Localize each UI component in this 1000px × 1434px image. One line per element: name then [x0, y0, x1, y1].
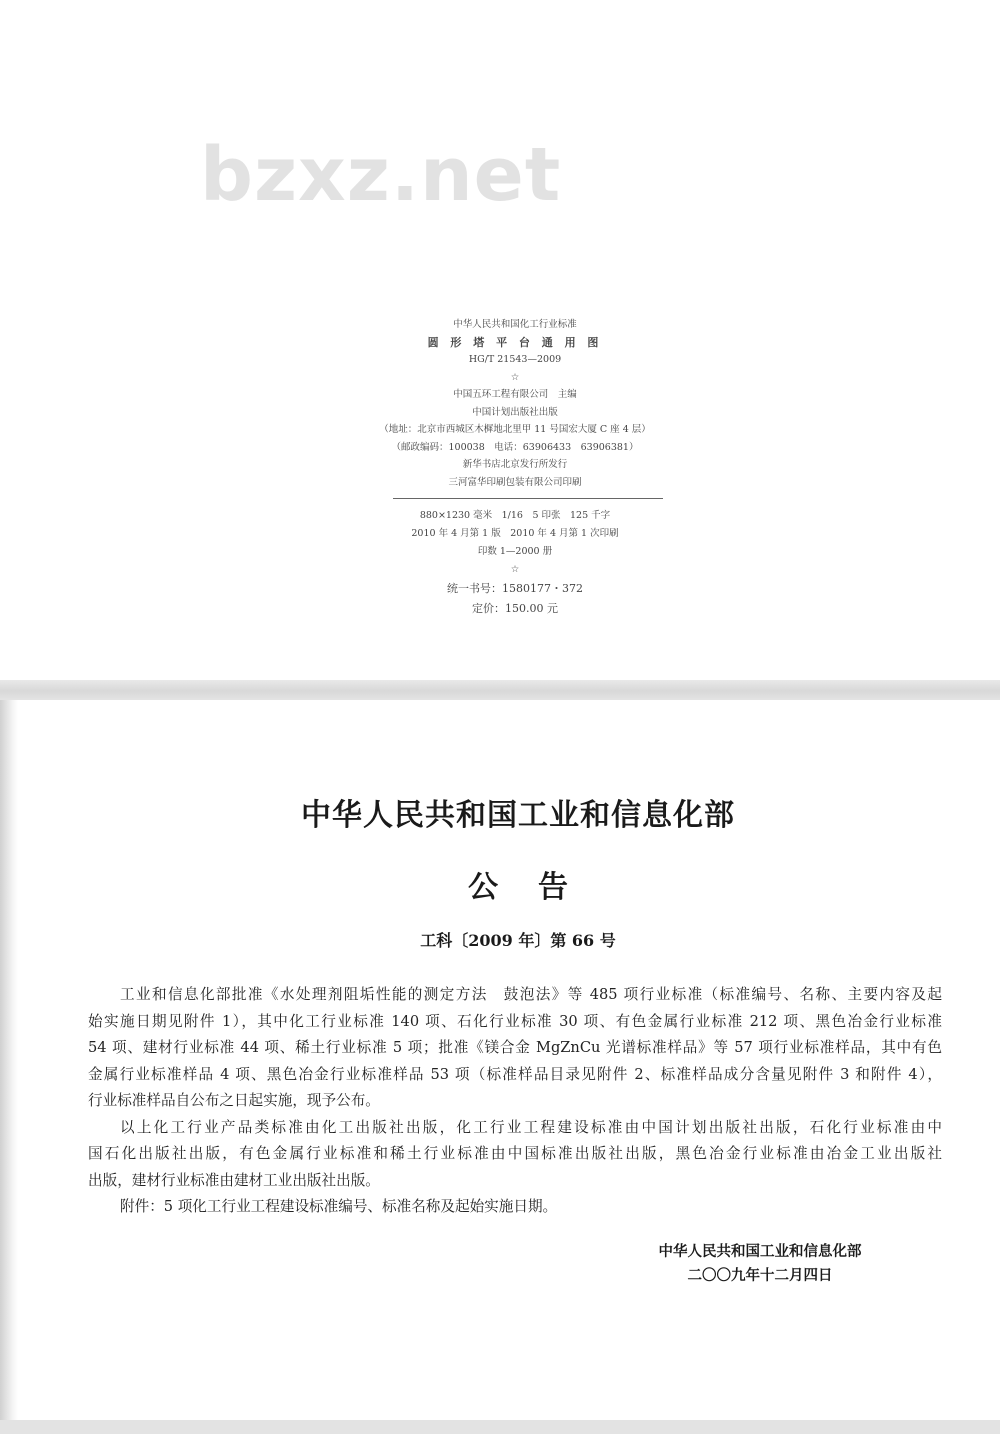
notice-body [88, 982, 942, 1221]
printer: 三河富华印刷包装有限公司印刷 [448, 476, 582, 488]
book-title: 圆 形 塔 平 台 通 用 图 [427, 335, 603, 349]
paragraph-line: 以上化工行业产品类标准由化工出版社出版，化工行业工程建设标准由中国计划出版社出版，石化行业标准由中 [120, 1118, 942, 1136]
address: （地址：北京市西城区木樨地北里甲 11 号国宏大厦 C 座 4 层） [379, 424, 651, 435]
signature-block [620, 1240, 900, 1288]
star-icon: ☆ [510, 371, 520, 383]
postal-phone: （邮政编码：100038 电话：63906433 63906381） [391, 441, 639, 453]
paragraph-line: 国石化出版社出版，有色金属行业标准和稀土行业标准由中国标准出版社出版，黑色冶金行业标准由冶金工业出版社 [88, 1145, 942, 1162]
standard-series: 中华人民共和国化工行业标准 [453, 319, 577, 330]
publisher: 中国计划出版社出版 [472, 406, 558, 418]
paragraph-line: 附件：5 项化工行业工程建设标准编号、标准名称及起始实施日期。 [120, 1198, 558, 1215]
colophon-page [0, 0, 1000, 680]
date: 二〇〇九年十二月四日 [687, 1267, 833, 1284]
price: 定价：150.00 元 [472, 602, 558, 615]
book-number: 统一书号：1580177・372 [447, 582, 583, 595]
page-separator [0, 680, 1000, 702]
paragraph-line: 54 项、建材行业标准 44 项、稀土行业标准 5 项；批准《镁合金 MgZnCu 光谱标准样品》等 57 项行业标准样品，其中有色 [88, 1039, 942, 1056]
format: 880×1230 毫米 1/16 5 印张 125 千字 [419, 510, 611, 521]
copies: 印数 1—2000 册 [477, 546, 553, 557]
star-icon: ☆ [510, 564, 520, 575]
watermark: bzxz.net [200, 132, 562, 218]
standard-code: HG/T 21543—2009 [468, 354, 562, 365]
notice-title: 公告 [468, 870, 608, 905]
edition: 2010 年 4 月第 1 版 2010 年 4 月第 1 次印刷 [411, 528, 619, 539]
signature: 中华人民共和国工业和信息化部 [658, 1243, 862, 1260]
paragraph-line: 始实施日期见附件 1），其中化工行业标准 140 项、石化行业标准 30 项、有色金属行业标准 212 项、黑色冶金行业标准 [88, 1012, 942, 1030]
page-bottom-edge [0, 1420, 1000, 1434]
paragraph-line: 出版，建材行业标准由建材工业出版社出版。 [88, 1171, 380, 1189]
divider [393, 498, 663, 499]
paragraph-line: 金属行业标准样品 4 项、黑色冶金行业标准样品 53 项（标准样品目录见附件 2、标准样品成分含量见附件 3 和附件 4）， [88, 1065, 942, 1083]
editor: 中国五环工程有限公司 主编 [453, 389, 577, 400]
colophon-block [350, 316, 680, 491]
print-info [350, 507, 680, 619]
paragraph-line: 工业和信息化部批准《水处理剂阻垢性能的测定方法 鼓泡法》等 485 项行业标准（标准编号、名称、主要内容及起 [120, 986, 942, 1003]
distributor: 新华书店北京发行所发行 [462, 459, 568, 470]
notice-number: 工科〔2009 年〕第 66 号 [420, 931, 616, 950]
ministry-heading: 中华人民共和国工业和信息化部 [301, 798, 735, 833]
paragraph-line: 行业标准样品自公布之日起实施，现予公布。 [88, 1092, 380, 1109]
